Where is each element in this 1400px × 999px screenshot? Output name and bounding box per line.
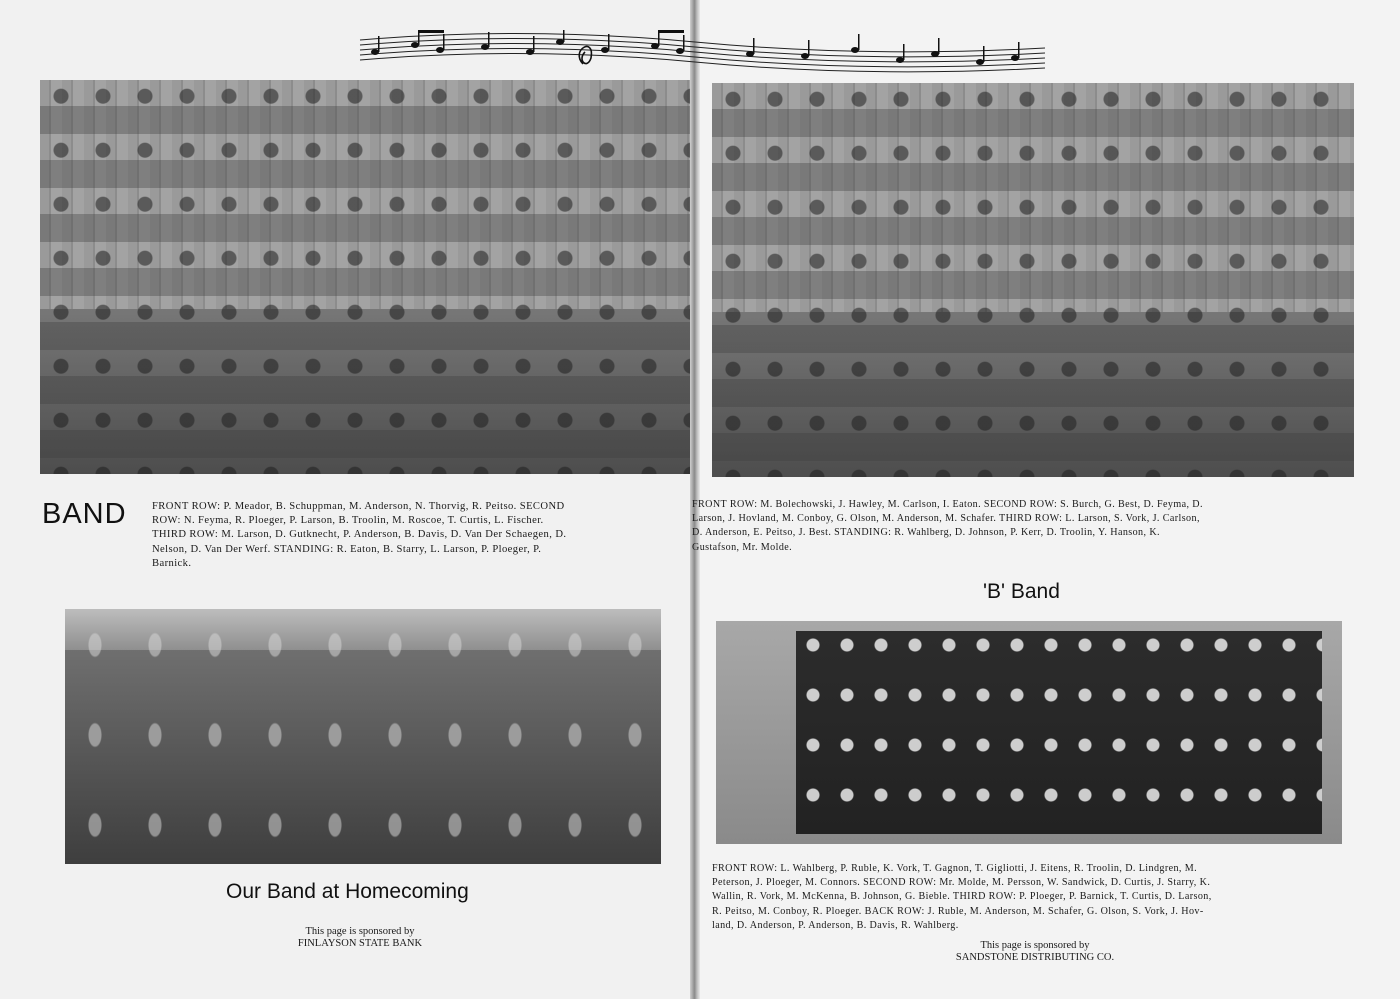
- sponsor-left: [260, 926, 460, 950]
- b-band-title: 'B' Band: [983, 580, 1060, 603]
- b-band-photo: [716, 621, 1342, 844]
- sponsor-text: This page is sponsored by: [980, 940, 1090, 951]
- homecoming-title: Our Band at Homecoming: [226, 880, 469, 903]
- caption-line: land, D. Anderson, P. Anderson, B. Davis, R. Wahlberg.: [712, 919, 959, 931]
- caption-line: Wallin, R. Vork, M. McKenna, B. Johnson, G. Bieble. THIRD ROW: P. Ploeger, P. Barnick, T. Curtis, D. Larson,: [712, 891, 1212, 903]
- homecoming-photo: [65, 609, 661, 864]
- caption-line: THIRD ROW: M. Larson, D. Gutknecht, P. Anderson, B. Davis, D. Van Der Schaegen, D.: [152, 529, 567, 541]
- b-band-caption: [712, 862, 1212, 933]
- caption-line: ROW: N. Feyma, R. Ploeger, P. Larson, B. Troolin, M. Roscoe, T. Curtis, L. Fischer.: [152, 515, 544, 527]
- band-photo-left: [40, 80, 690, 474]
- caption-line: FRONT ROW: L. Wahlberg, P. Ruble, K. Vork, T. Gagnon, T. Gigliotti, J. Eitens, R. Troolin, D. Lindgren, M.: [712, 863, 1198, 874]
- music-staff-icon: [355, 30, 1045, 74]
- caption-line: Peterson, J. Ploeger, M. Connors. SECOND ROW: Mr. Molde, M. Persson, W. Sandwick, D. Curtis, J. Starry, K.: [712, 877, 1211, 889]
- sponsor-text: This page is sponsored by: [305, 926, 415, 937]
- sponsor-name: SANDSTONE DISTRIBUTING CO.: [955, 952, 1115, 963]
- caption-line: FRONT ROW: P. Meador, B. Schuppman, M. Anderson, N. Thorvig, R. Peitso. SECOND: [152, 501, 565, 512]
- sponsor-name: FINLAYSON STATE BANK: [297, 938, 423, 949]
- caption-line: FRONT ROW: M. Bolechowski, J. Hawley, M. Carlson, I. Eaton. SECOND ROW: S. Burch, G. Best, D. Feyma, D.: [692, 499, 1203, 510]
- band-photo-right: [712, 83, 1354, 477]
- sponsor-right: [915, 940, 1155, 964]
- caption-line: Gustafson, Mr. Molde.: [692, 541, 793, 553]
- band-caption-left: [152, 500, 566, 571]
- band-section-title: BAND: [42, 498, 127, 530]
- caption-line: Larson, J. Hovland, M. Conboy, G. Olson, M. Anderson, M. Schafer. THIRD ROW: L. Larson, S. Vork, J. Carlson,: [692, 513, 1200, 525]
- caption-line: Nelson, D. Van Der Werf. STANDING: R. Eaton, B. Starry, L. Larson, P. Ploeger, P.: [152, 543, 542, 555]
- caption-line: Barnick.: [152, 557, 192, 569]
- band-caption-right: [692, 498, 1203, 555]
- caption-line: R. Peitso, M. Conboy, R. Ploeger. BACK ROW: J. Ruble, M. Anderson, M. Schafer, G. Olson, S. Vork, J. Hov-: [712, 905, 1204, 917]
- caption-line: D. Anderson, E. Peitso, J. Best. STANDING: R. Wahlberg, D. Johnson, P. Kerr, D. Troolin, Y. Hanson, K.: [692, 527, 1160, 539]
